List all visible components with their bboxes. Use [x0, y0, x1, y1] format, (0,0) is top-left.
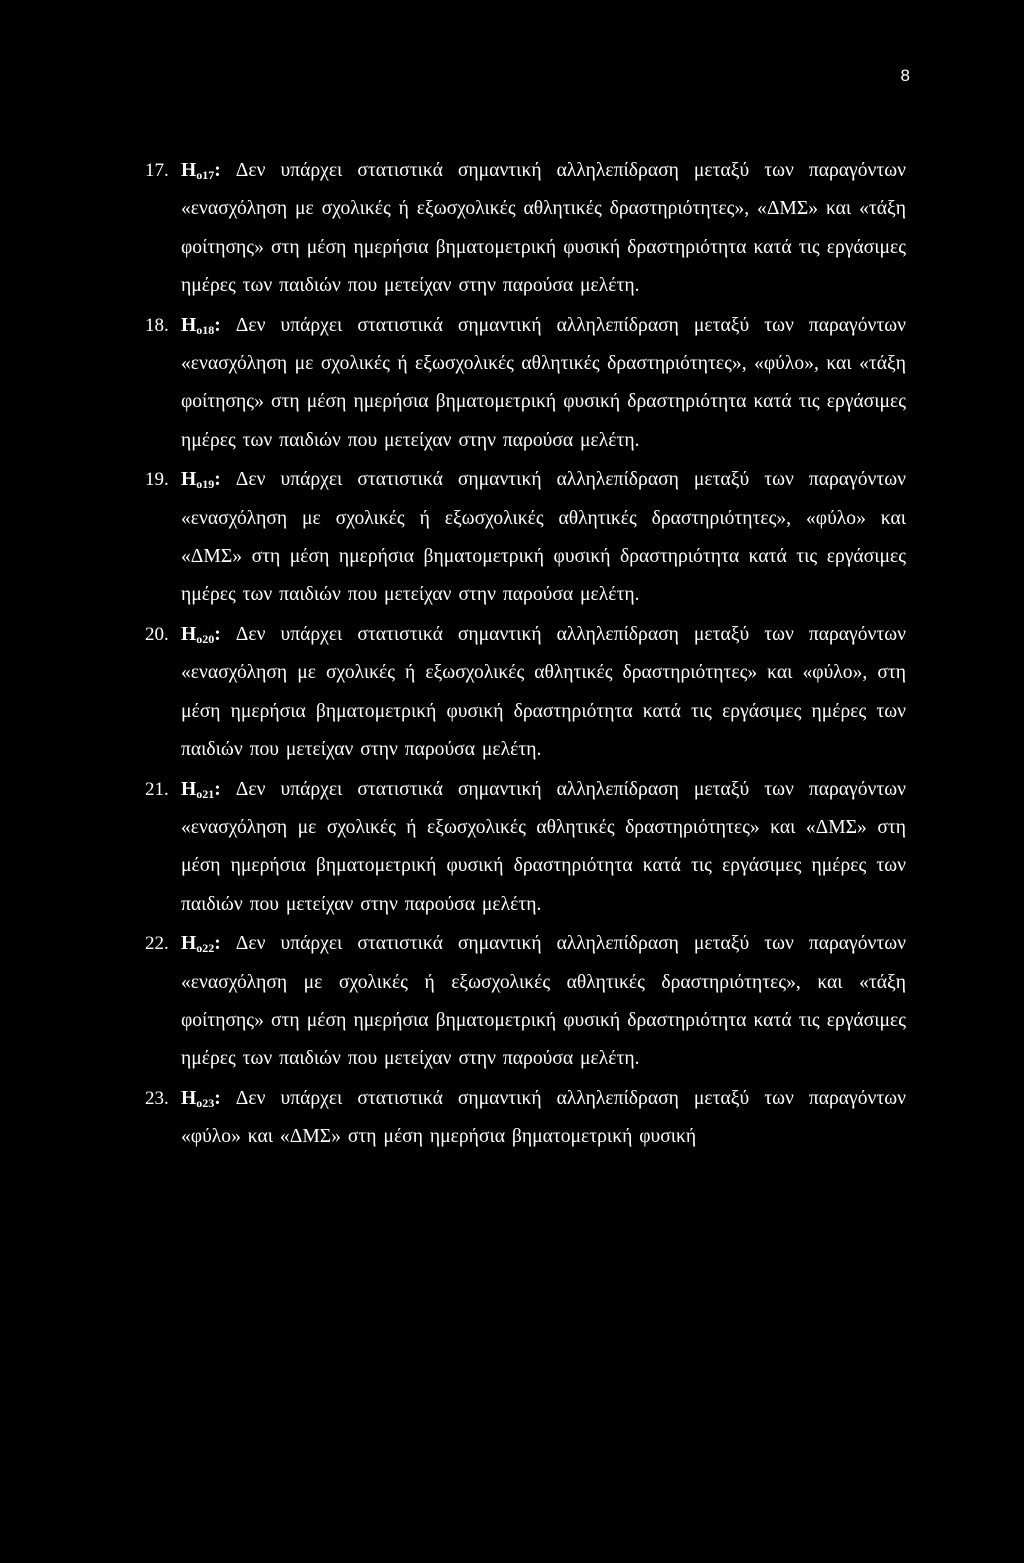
hypothesis-number: 17.	[145, 160, 169, 181]
hypothesis-text: Δεν υπάρχει στατιστικά σημαντική αλληλεπίδραση μεταξύ των παραγόντων «ενασχόληση με σχολικές ή εξωσχολικές αθλητικές δραστηριότητες», «ΔΜΣ» και «τάξη φοίτησης» στη μέση ημερήσια βηματομετρική φυσική δραστηριότητα κατά τις εργάσιμες ημέρες των παιδιών που μετείχαν στην παρούσα μελέτη.	[181, 160, 906, 297]
hypothesis-item-21	[0, 771, 1024, 925]
hypothesis-number: 22.	[145, 933, 169, 955]
hypothesis-code: $H_{o19}$:	[181, 469, 221, 492]
hypothesis-text: Δεν υπάρχει στατιστικά σημαντική αλληλεπίδραση μεταξύ των παραγόντων «ενασχόληση με σχολικές ή εξωσχολικές αθλητικές δραστηριότητες», και «τάξη φοίτησης» στη μέση ημερήσια βηματομετρική φυσική δραστηριότητα κατά τις εργάσιμες ημέρες των παιδιών που μετείχαν στην παρούσα μελέτη.	[181, 933, 906, 1070]
hypothesis-text-block	[181, 616, 906, 770]
hypothesis-code: $H_{o20}$:	[181, 623, 221, 646]
hypothesis-text: Δεν υπάρχει στατιστικά σημαντική αλληλεπίδραση μεταξύ των παραγόντων «φύλο» και «ΔΜΣ» στη μέση ημερήσια βηματομετρική φυσική	[181, 1087, 906, 1148]
hypothesis-text-block	[181, 1080, 906, 1157]
hypothesis-text-block	[181, 461, 906, 615]
hypothesis-number: 21.	[145, 778, 169, 800]
hypothesis-code: $H_{o22}$:	[181, 933, 221, 956]
hypothesis-list	[0, 152, 1024, 1158]
hypothesis-item-23	[0, 1080, 1024, 1157]
hypothesis-code: $H_{o17}$:	[181, 160, 221, 182]
hypothesis-item-17	[0, 152, 1024, 306]
hypothesis-text-block	[181, 307, 906, 461]
hypothesis-number: 18.	[145, 314, 169, 336]
hypothesis-text: Δεν υπάρχει στατιστικά σημαντική αλληλεπίδραση μεταξύ των παραγόντων «ενασχόληση με σχολικές ή εξωσχολικές αθλητικές δραστηριότητες» και «φύλο», στη μέση ημερήσια βηματομετρική φυσική δραστηριότητα κατά τις εργάσιμες ημέρες των παιδιών που μετείχαν στην παρούσα μελέτη.	[181, 623, 906, 761]
hypothesis-text-block	[181, 925, 906, 1079]
hypothesis-text-block	[181, 771, 906, 925]
hypothesis-code: $H_{o23}$:	[181, 1087, 221, 1110]
page-number: 8	[900, 66, 910, 85]
hypothesis-text-block	[181, 152, 906, 306]
hypothesis-number: 23.	[145, 1087, 169, 1109]
hypothesis-item-22	[0, 925, 1024, 1079]
hypothesis-text: Δεν υπάρχει στατιστικά σημαντική αλληλεπίδραση μεταξύ των παραγόντων «ενασχόληση με σχολικές ή εξωσχολικές αθλητικές δραστηριότητες», «φύλο», και «τάξη φοίτησης» στη μέση ημερήσια βηματομετρική φυσική δραστηριότητα κατά τις εργάσιμες ημέρες των παιδιών που μετείχαν στην παρούσα μελέτη.	[181, 314, 906, 451]
hypothesis-item-18	[0, 307, 1024, 461]
hypothesis-item-20	[0, 616, 1024, 770]
hypothesis-code: $H_{o18}$:	[181, 314, 221, 337]
hypothesis-item-19	[0, 461, 1024, 615]
hypothesis-code: $H_{o21}$:	[181, 778, 221, 801]
hypothesis-number: 20.	[145, 623, 169, 645]
hypothesis-text: Δεν υπάρχει στατιστικά σημαντική αλληλεπίδραση μεταξύ των παραγόντων «ενασχόληση με σχολικές ή εξωσχολικές αθλητικές δραστηριότητες» και «ΔΜΣ» στη μέση ημερήσια βηματομετρική φυσική δραστηριότητα κατά τις εργάσιμες ημέρες των παιδιών που μετείχαν στην παρούσα μελέτη.	[181, 778, 906, 915]
hypothesis-text: Δεν υπάρχει στατιστικά σημαντική αλληλεπίδραση μεταξύ των παραγόντων «ενασχόληση με σχολικές ή εξωσχολικές αθλητικές δραστηριότητες», «φύλο» και «ΔΜΣ» στη μέση ημερήσια βηματομετρική φυσική δραστηριότητα κατά τις εργάσιμες ημέρες των παιδιών που μετείχαν στην παρούσα μελέτη.	[181, 469, 906, 606]
hypothesis-number: 19.	[145, 469, 169, 491]
